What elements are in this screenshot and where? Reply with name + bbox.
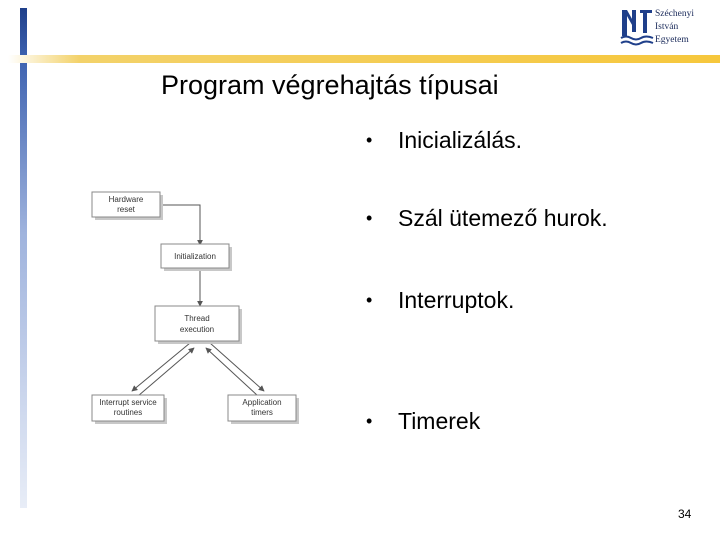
node-application-timers-line2: timers <box>251 408 273 417</box>
bullet-text: Szál ütemező hurok. <box>398 205 608 231</box>
logo-line-3: Egyetem <box>655 35 689 45</box>
node-hardware-reset-line2: reset <box>117 205 135 214</box>
left-accent-bar <box>20 8 27 508</box>
bullet-dot-icon: • <box>366 290 373 310</box>
node-initialization-line1: Initialization <box>174 252 216 261</box>
logo-line-2: István <box>655 22 679 32</box>
arrow-thread-to-isr <box>132 343 190 391</box>
bullet-dot-icon: • <box>366 411 373 431</box>
university-logo-icon <box>620 8 654 48</box>
top-accent-bar <box>8 55 720 63</box>
bullet-dot-icon: • <box>366 208 373 228</box>
bullet-text: Inicializálás. <box>398 127 522 153</box>
bullet-item <box>366 203 608 233</box>
logo-line-1: Széchenyi <box>655 9 695 19</box>
arrow-thread-to-timers <box>210 343 264 391</box>
node-interrupt-service <box>92 395 167 424</box>
node-thread-execution-line1: Thread <box>184 314 210 323</box>
node-application-timers <box>228 395 299 424</box>
bullet-text: Timerek <box>398 408 481 434</box>
arrow-isr-to-thread <box>138 348 194 396</box>
node-thread-execution <box>155 306 242 344</box>
bullet-dot-icon: • <box>366 130 373 150</box>
arrow-timers-to-thread <box>206 348 258 396</box>
node-application-timers-line1: Application <box>242 398 282 407</box>
node-thread-execution-line2: execution <box>179 325 215 334</box>
slide-title: Program végrehajtás típusai <box>161 70 499 100</box>
bullet-text: Interruptok. <box>398 287 515 313</box>
node-interrupt-service-line1: Interrupt service <box>99 398 157 407</box>
bullet-item <box>366 285 514 315</box>
bullet-item <box>366 125 522 155</box>
node-interrupt-service-line2: routines <box>113 408 143 417</box>
bullet-item <box>366 406 480 436</box>
node-initialization <box>161 244 232 271</box>
node-hardware-reset <box>92 192 163 220</box>
node-hardware-reset-line1: Hardware <box>108 195 144 204</box>
arrow-reset-to-init <box>162 205 200 245</box>
program-flow-diagram <box>86 186 316 436</box>
page-number: 34 <box>678 507 692 521</box>
university-name <box>655 8 717 47</box>
